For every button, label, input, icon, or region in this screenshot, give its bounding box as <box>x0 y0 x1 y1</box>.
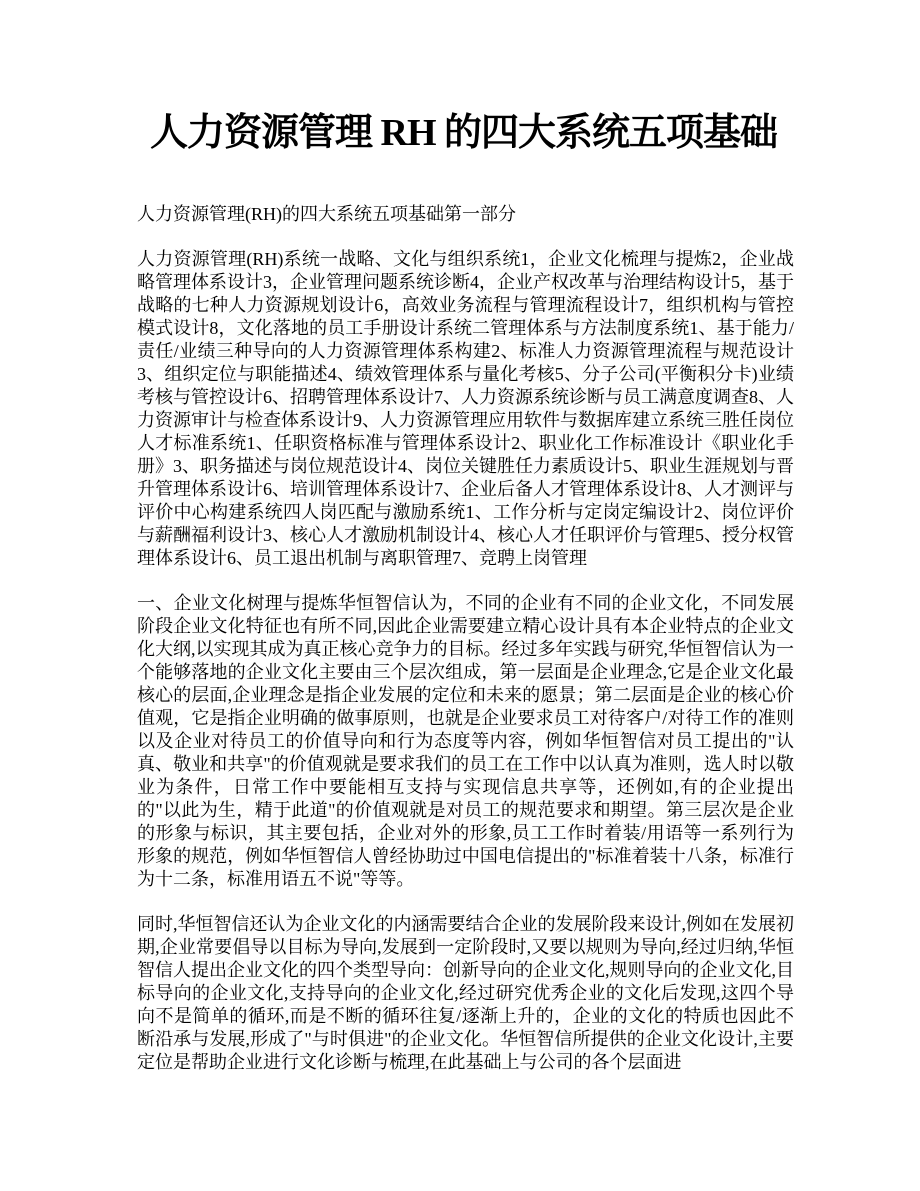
document-body <box>137 248 794 1074</box>
paragraph-systems-overview: 人力资源管理(RH)系统一战略、文化与组织系统1，企业文化梳理与提炼2，企业战略管理体系设计3，企业管理问题系统诊断4，企业产权改革与治理结构设计5，基于战略的七种人力资源规划设计6，高效业务流程与管理流程设计7，组织机构与管控模式设计8，文化落地的员工手册设计系统二管理体系与方法制度系统1、基于能力/责任/业绩三种导向的人力资源管理体系构建2、标准人力资源管理流程与规范设计3、组织定位与职能描述4、绩效管理体系与量化考核5、分子公司(平衡积分卡)业绩考核与管控设计6、招聘管理体系设计7、人力资源系统诊断与员工满意度调查8、人力资源审计与检查体系设计9、人力资源管理应用软件与数据库建立系统三胜任岗位人才标准系统1、任职资格标准与管理体系设计2、职业化工作标准设计《职业化手册》3、职务描述与岗位规范设计4、岗位关键胜任力素质设计5、职业生涯规划与晋升管理体系设计6、培训管理体系设计7、企业后备人才管理体系设计8、人才测评与评价中心构建系统四人岗匹配与激励系统1、工作分析与定岗定编设计2、岗位评价与薪酬福利设计3、核心人才激励机制设计4、核心人才任职评价与管理5、授分权管理体系设计6、员工退出机制与离职管理7、竞聘上岗管理 <box>137 249 794 568</box>
document-subtitle: 人力资源管理(RH)的四大系统五项基础第一部分 <box>137 204 516 224</box>
document-title: 人力资源管理 RH 的四大系统五项基础 <box>150 112 778 154</box>
paragraph-culture-levels: 一、企业文化树理与提炼华恒智信认为，不同的企业有不同的企业文化，不同发展阶段企业文化特征也有所不同,因此企业需要建立精心设计具有本企业特点的企业文化大纲,以实现其成为真正核心竞争力的目标。经过多年实践与研究,华恒智信认为一个能够落地的企业文化主要由三个层次组成，第一层面是企业理念,它是企业文化最核心的层面,企业理念是指企业发展的定位和未来的愿景；第二层面是企业的核心价值观，它是指企业明确的做事原则，也就是企业要求员工对待客户/对待工作的准则以及企业对待员工的价值导向和行为态度等内容，例如华恒智信对员工提出的"认真、敬业和共享"的价值观就是要求我们的员工在工作中以认真为准则，选人时以敬业为条件，日常工作中要能相互支持与实现信息共享等，还例如,有的企业提出的"以此为生，精于此道"的价值观就是对员工的规范要求和期望。第三层次是企业的形象与标识，其主要包括，企业对外的形象,员工工作时着装/用语等一系列行为形象的规范，例如华恒智信人曾经协助过中国电信提出的"标准着装十八条，标准行为十二条，标准用语五不说"等等。 <box>137 593 794 889</box>
paragraph-culture-orientations: 同时,华恒智信还认为企业文化的内涵需要结合企业的发展阶段来设计,例如在发展初期,企业常要倡导以目标为导向,发展到一定阶段时,又要以规则为导向,经过归纳,华恒智信人提出企业文化的四个类型导向：创新导向的企业文化,规则导向的企业文化,目标导向的企业文化,支持导向的企业文化,经过研究优秀企业的文化后发现,这四个导向不是简单的循环,而是不断的循环往复/逐渐上升的，企业的文化的特质也因此不断沿承与发展,形成了"与时俱进"的企业文化。华恒智信所提供的企业文化设计,主要定位是帮助企业进行文化诊断与梳理,在此基础上与公司的各个层面进 <box>137 914 794 1072</box>
